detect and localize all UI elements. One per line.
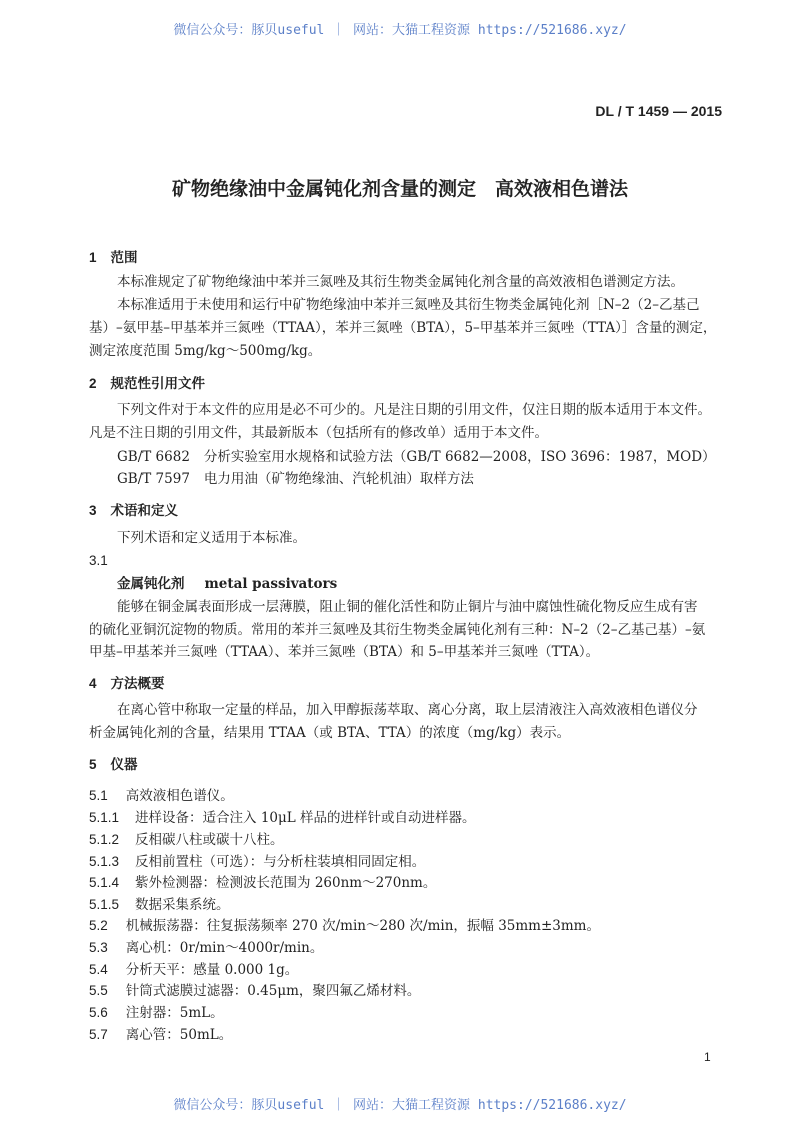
instrument-item — [89, 831, 284, 849]
item-text: 高效液相色谱仪。 — [125, 788, 234, 804]
reference-code: GB/T 7597 — [117, 471, 190, 487]
instrument-item — [89, 809, 476, 827]
item-text: 反相碳八柱或碳十八柱。 — [135, 832, 284, 848]
paragraph-line: 本标准适用于未使用和运行中矿物绝缘油中苯并三氮唑及其衍生物类金属钝化剂［N–2（2–乙基己 — [117, 297, 700, 313]
instrument-item — [89, 787, 234, 805]
document-code: DL / T 1459 — 2015 — [595, 103, 722, 119]
section-number: 1 — [89, 250, 97, 265]
paragraph-line: 析金属钝化剂的含量，结果用 TTAA（或 BTA、TTA）的浓度（mg/kg）表示。 — [89, 725, 571, 741]
section-4-heading — [89, 675, 165, 693]
item-number: 5.3 — [89, 940, 108, 955]
instrument-item — [89, 1004, 224, 1022]
section-title: 范围 — [110, 250, 138, 266]
section-1-heading — [89, 249, 138, 267]
instrument-item — [89, 896, 230, 914]
section-title: 方法概要 — [110, 676, 165, 692]
section-number: 3 — [89, 503, 97, 518]
watermark-bottom: 微信公众号：豚贝useful ｜ 网站：大猫工程资源 https://521686.xyz/ — [173, 1098, 627, 1113]
item-number: 5.1.2 — [89, 832, 120, 847]
watermark-top: 微信公众号：豚贝useful ｜ 网站：大猫工程资源 https://521686.xyz/ — [173, 23, 627, 38]
item-text: 机械振荡器：往复振荡频率 270 次/min～280 次/min，振幅 35mm±3mm。 — [125, 918, 600, 934]
item-text: 注射器：5mL。 — [125, 1005, 224, 1021]
term-english: metal passivators — [204, 576, 338, 592]
paragraph-line: 甲基–甲基苯并三氮唑（TTAA）、苯并三氮唑（BTA）和 5–甲基苯并三氮唑（TTA）。 — [89, 644, 600, 660]
item-number: 5.5 — [89, 983, 108, 998]
paragraph-line: 凡是不注日期的引用文件，其最新版本（包括所有的修改单）适用于本文件。 — [89, 425, 548, 441]
document-title: 矿物绝缘油中金属钝化剂含量的测定 高效液相色谱法 — [171, 178, 628, 200]
section-title: 术语和定义 — [110, 503, 179, 519]
item-text: 针筒式滤膜过滤器：0.45μm，聚四氟乙烯材料。 — [125, 983, 421, 999]
item-number: 5.7 — [89, 1027, 108, 1042]
section-3-heading — [89, 502, 178, 520]
paragraph-line: 下列术语和定义适用于本标准。 — [117, 530, 306, 546]
section-title: 仪器 — [110, 757, 138, 773]
paragraph-line: 基）–氨甲基–甲基苯并三氮唑（TTAA），苯并三氮唑（BTA），5–甲基苯并三氮唑（TTA）］含量的测定， — [89, 320, 717, 336]
instrument-item — [89, 961, 298, 979]
item-number: 5.1.1 — [89, 810, 120, 825]
term-chinese: 金属钝化剂 — [117, 576, 185, 592]
reference-code: GB/T 6682 — [117, 449, 190, 465]
paragraph-line: 在离心管中称取一定量的样品，加入甲醇振荡萃取、离心分离，取上层清液注入高效液相色谱仪分 — [117, 702, 698, 718]
instrument-item — [89, 1026, 232, 1044]
paragraph-line: 的硫化亚铜沉淀物的物质。常用的苯并三氮唑及其衍生物类金属钝化剂有三种：N–2（2–乙基己基）–氨 — [89, 622, 706, 638]
item-number: 5.4 — [89, 962, 108, 977]
instrument-item — [89, 982, 420, 1000]
paragraph-line: 能够在铜金属表面形成一层薄膜，阻止铜的催化活性和防止铜片与油中腐蚀性硫化物反应生成有害 — [117, 599, 698, 615]
page-number: 1 — [704, 1050, 711, 1064]
item-text: 离心机：0r/min～4000r/min。 — [125, 940, 324, 956]
instrument-item — [89, 939, 323, 957]
item-text: 反相前置柱（可选）：与分析柱装填相同固定相。 — [135, 854, 426, 870]
paragraph-line: 下列文件对于本文件的应用是必不可少的。凡是注日期的引用文件，仅注日期的版本适用于本文件。 — [117, 402, 711, 418]
instrument-item — [89, 853, 425, 871]
subsection-number: 3.1 — [89, 553, 108, 568]
section-number: 5 — [89, 757, 97, 772]
item-number: 5.6 — [89, 1005, 108, 1020]
item-text: 离心管：50mL。 — [125, 1027, 233, 1043]
reference-title: 电力用油（矿物绝缘油、汽轮机油）取样方法 — [203, 471, 474, 487]
item-number: 5.1.5 — [89, 897, 120, 912]
reference-title: 分析实验室用水规格和试验方法（GB/T 6682—2008，ISO 3696：1987，MOD） — [203, 449, 716, 465]
instrument-item — [89, 917, 600, 935]
reference-item — [117, 470, 474, 488]
section-2-heading — [89, 375, 205, 393]
paragraph-line: 本标准规定了矿物绝缘油中苯并三氮唑及其衍生物类金属钝化剂含量的高效液相色谱测定方法。 — [117, 274, 684, 290]
reference-item — [117, 448, 716, 466]
item-number: 5.1 — [89, 788, 108, 803]
section-number: 4 — [89, 676, 97, 691]
paragraph-line: 测定浓度范围 5mg/kg～500mg/kg。 — [89, 343, 322, 359]
section-5-heading — [89, 756, 138, 774]
item-text: 数据采集系统。 — [135, 897, 230, 913]
instrument-item — [89, 874, 436, 892]
item-number: 5.2 — [89, 918, 108, 933]
item-number: 5.1.4 — [89, 875, 120, 890]
item-number: 5.1.3 — [89, 854, 120, 869]
item-text: 进样设备：适合注入 10μL 样品的进样针或自动进样器。 — [135, 810, 476, 826]
section-title: 规范性引用文件 — [110, 376, 206, 392]
term-heading — [117, 575, 337, 593]
item-text: 紫外检测器：检测波长范围为 260nm～270nm。 — [135, 875, 437, 891]
section-number: 2 — [89, 376, 97, 391]
item-text: 分析天平：感量 0.000 1g。 — [125, 962, 299, 978]
